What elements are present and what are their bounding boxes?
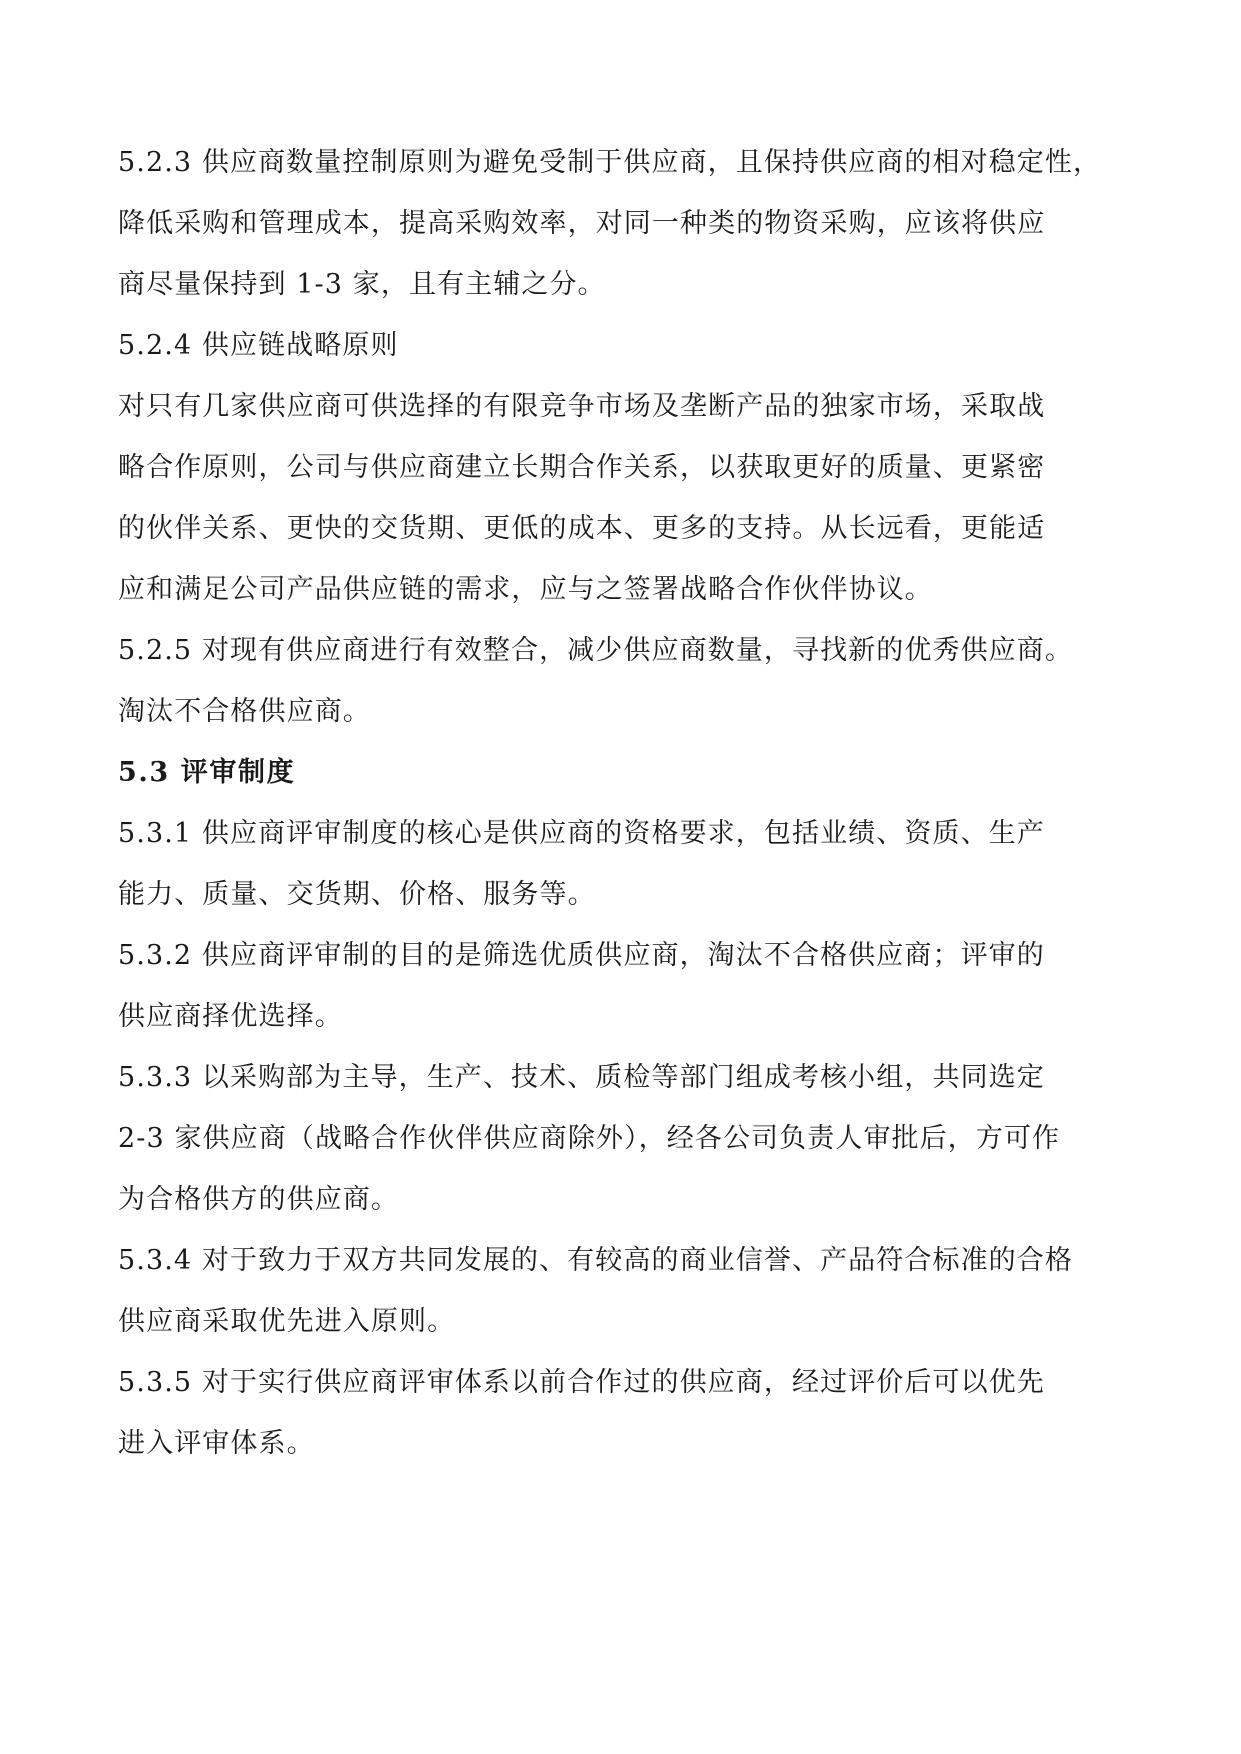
- paragraph-5-2-4-line-4: 应和满足公司产品供应链的需求，应与之签署战略合作伙伴协议。: [118, 574, 933, 605]
- subheading-5-2-4: 5.2.4 供应链战略原则: [118, 330, 399, 361]
- paragraph-5-3-2-line-1: 5.3.2 供应商评审制的目的是筛选优质供应商，淘汰不合格供应商；评审的: [118, 940, 1045, 971]
- paragraph-5-2-4-line-2: 略合作原则，公司与供应商建立长期合作关系，以获取更好的质量、更紧密: [118, 452, 1046, 483]
- paragraph-5-3-1-line-1: 5.3.1 供应商评审制度的核心是供应商的资格要求，包括业绩、资质、生产: [118, 818, 1045, 849]
- section-heading-5-3: 5.3 评审制度: [118, 757, 296, 788]
- paragraph-5-3-1-line-2: 能力、质量、交货期、价格、服务等。: [118, 879, 596, 910]
- paragraph-5-2-4-line-1: 对只有几家供应商可供选择的有限竞争市场及垄断产品的独家市场，采取战: [118, 391, 1046, 422]
- paragraph-5-2-5-line-2: 淘汰不合格供应商。: [118, 696, 371, 727]
- paragraph-5-2-5-line-1: 5.2.5 对现有供应商进行有效整合，减少供应商数量，寻找新的优秀供应商。: [118, 635, 1073, 666]
- paragraph-5-3-4-line-2: 供应商采取优先进入原则。: [118, 1306, 456, 1337]
- paragraph-5-2-4-line-3: 的伙伴关系、更快的交货期、更低的成本、更多的支持。从长远看，更能适: [118, 513, 1046, 544]
- paragraph-5-3-4-line-1: 5.3.4 对于致力于双方共同发展的、有较高的商业信誉、产品符合标准的合格: [118, 1245, 1073, 1276]
- paragraph-5-3-3-line-3: 为合格供方的供应商。: [118, 1184, 399, 1215]
- paragraph-5-3-3-line-1: 5.3.3 以采购部为主导，生产、技术、质检等部门组成考核小组，共同选定: [118, 1062, 1045, 1093]
- paragraph-5-2-3-line-1: 5.2.3 供应商数量控制原则为避免受制于供应商，且保持供应商的相对稳定性，: [118, 147, 1102, 178]
- paragraph-5-3-5-line-2: 进入评审体系。: [118, 1428, 315, 1459]
- paragraph-5-3-2-line-2: 供应商择优选择。: [118, 1001, 343, 1032]
- paragraph-5-3-3-line-2: 2-3 家供应商（战略合作伙伴供应商除外），经各公司负责人审批后，方可作: [118, 1123, 1061, 1154]
- paragraph-5-2-3-line-2: 降低采购和管理成本，提高采购效率，对同一种类的物资采购，应该将供应: [118, 208, 1046, 239]
- paragraph-5-2-3-line-3: 商尽量保持到 1-3 家，且有主辅之分。: [118, 269, 606, 300]
- paragraph-5-3-5-line-1: 5.3.5 对于实行供应商评审体系以前合作过的供应商，经过评价后可以优先: [118, 1367, 1045, 1398]
